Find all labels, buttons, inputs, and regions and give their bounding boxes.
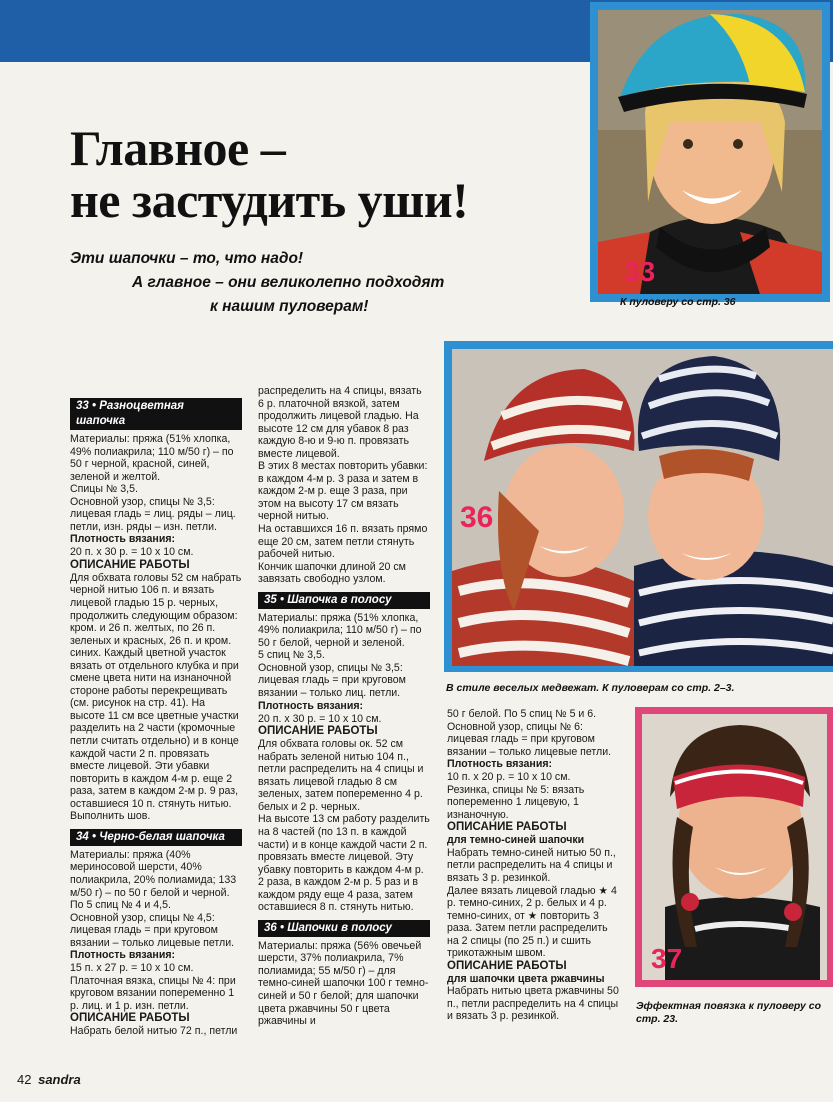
- s34-gauge: 15 п. х 27 р. = 10 х 10 см.: [70, 962, 194, 975]
- caption-photo-33: К пуловеру со стр. 36: [620, 296, 736, 308]
- text-column-1: [70, 398, 242, 1038]
- s33-needles: Спицы № 3,5.: [70, 483, 138, 496]
- s35-pattern: Основной узор, спицы № 3,5: лицевая гладь = при круговом вязании – только лиц. петли.: [258, 661, 406, 700]
- photo-37-girl-headband: [635, 707, 833, 987]
- s35-gauge: 20 п. х 30 р. = 10 х 10 см.: [258, 712, 382, 725]
- title-line-2: не застудить уши!: [70, 172, 469, 228]
- s36-gauge-label: Плотность вязания:: [447, 758, 553, 771]
- s36-navy-text-2: Далее вязать лицевой гладью ★ 4 р. темно-синих, 2 р. белых и 4 р. темно-синих, от ★ повторить 3 раза. Затем петли распределить на 2 спицы (по 25 п.) и сшить трикотажным швом.: [447, 884, 617, 960]
- s34-pattern: Основной узор, спицы № 4,5: лицевая гладь = при круговом вязании – только лицевые петли.: [70, 911, 235, 949]
- s36-materials: Материалы: пряжа (56% овечьей шерсти, 37% полиакрила, 7% полиамида; 55 м/50 г) – для темно-синей шапочки 100 г темно-синей и 50 г белой; для шапочки цвета ржавчины 50 г цвета ржавчины и: [258, 939, 429, 1028]
- s36-rust-text: Набрать нитью цвета ржавчины 50 п., петли распределить на 4 спицы и вязать 3 р. резинкой.: [447, 985, 619, 1023]
- photo-number-37: 37: [651, 943, 683, 974]
- s35-work-text-2: На высоте 13 см работу разделить на 8 частей (по 13 п. в каждой части) и в конце каждой части 2 п. провязать вместе лицевой. Эту убавку повторить в каждом 4-м р. 2 раза, в каждом 2-м р. 5 раз и в каждом ряду еще 4 раза, затем оставшиеся 8 п. стянуть нитью.: [258, 813, 430, 914]
- s36-pattern: Основной узор, спицы № 6: лицевая гладь = при круговом вязании – только лицевые петли.: [447, 720, 612, 758]
- photo-number-36: 36: [460, 501, 494, 534]
- subtitle-line-3: к нашим пуловерам!: [210, 298, 369, 315]
- s34-work-text: Набрать белой нитью 72 п., петли: [70, 1025, 238, 1038]
- s35-work-text-1: Для обхвата головы ок. 52 см набрать зеленой нитью 104 п., петли распределить на 4 спицы и вязать лицевой гладью 8 см зеленых, затем попеременно 4 р. белых и 2 р. черных.: [258, 738, 424, 813]
- photo-33-boy-cap: [590, 2, 830, 302]
- s36-needles: 50 г белой. По 5 спиц № 5 и 6.: [447, 708, 597, 720]
- s36-rib: Резинка, спицы № 5: вязать попеременно 1 лицевую, 1 изнаночную.: [447, 783, 585, 821]
- s34-cont-3: На оставшихся 16 п. вязать прямо еще 20 см, затем петли стянуть рабочей нитью.: [258, 523, 428, 561]
- s36-work-heading-navy: ОПИСАНИЕ РАБОТЫ: [447, 821, 567, 834]
- s33-pattern: Основной узор, спицы № 3,5: лицевая гладь = лиц. ряды – лиц. петли, изн. ряды – изн. петли.: [70, 495, 236, 533]
- section-36-heading: 36 • Шапочки в полосу: [258, 920, 430, 937]
- section-34-heading: 34 • Черно-белая шапочка: [70, 829, 242, 846]
- section-35-heading: 35 • Шапочка в полосу: [258, 592, 430, 609]
- s34-needles: По 5 спиц № 4 и 4,5.: [70, 899, 171, 912]
- s36-work-heading-rust: ОПИСАНИЕ РАБОТЫ: [447, 959, 567, 972]
- s36-navy-text-1: Набрать темно-синей нитью 50 п., петли распределить на 4 спицы и вязать 3 р. резинкой.: [447, 846, 616, 885]
- s36-work-subheading-navy: для темно-синей шапочки: [447, 834, 585, 847]
- photo-number-33: 33: [624, 256, 656, 287]
- s34-rib: Платочная вязка, спицы № 4: при круговом вязании попеременно 1 р. лиц. и 1 р. изн. петли.: [70, 974, 236, 1012]
- s36-gauge: 10 п. х 20 р. = 10 х 10 см.: [447, 771, 571, 784]
- title-line-1: Главное –: [70, 120, 286, 176]
- s33-work-text: Для обхвата головы 52 см набрать черной нитью 106 п. и вязать лицевой гладью 15 р. черных, продолжить следующим образом: кром. и 26 п. желтых, по 26 п. зеленых и красных, 26 п. и кром. синих. Каждый цветной участок вязать от отдельного клубка и при смене цвета нити на изнаночной стороне работы перекрещивать (см. рисунок на стр. 41). На высоте 11 см все цветные участки разделить на 2 части (кромочные петли считать отдельно) и в конце каждой части 2 п. провязать вместе лицевой. Эти убавки повторить в каждом 4-м р. еще 2 раза, затем в каждом 2-м р. 9 раз, оставшиеся 10 п. стянуть нитью. Выполнить шов.: [70, 571, 242, 823]
- s34-cont-1: распределить на 4 спицы, вязать 6 р. платочной вязкой, затем продолжить лицевой гладью. На высоте 12 см для убавок 8 раз каждую 8-ю и 9-ю п. провязать вместе лицевой.: [258, 385, 422, 460]
- photo-36-two-kids: [444, 341, 833, 672]
- page-footer: [17, 1072, 81, 1087]
- s35-work-heading: ОПИСАНИЕ РАБОТЫ: [258, 725, 378, 738]
- s34-work-heading: ОПИСАНИЕ РАБОТЫ: [70, 1012, 190, 1025]
- s35-gauge-label: Плотность вязания:: [258, 699, 364, 712]
- magazine-brand: sandra: [38, 1072, 81, 1087]
- s34-cont-2: В этих 8 местах повторить убавки: в каждом 4-м р. 3 раза и затем в каждом 2-м р. еще 3 раза, при этом на высоту 17 см вязать черной нитью.: [258, 460, 428, 523]
- s33-gauge-label: Плотность вязания:: [70, 533, 176, 546]
- caption-photo-36: В стиле веселых медвежат. К пуловерам со стр. 2–3.: [446, 682, 735, 694]
- s33-gauge: 20 п. х 30 р. = 10 х 10 см.: [70, 546, 194, 559]
- page-title: [70, 122, 610, 226]
- subtitle-line-1: Эти шапочки – то, что надо!: [70, 250, 304, 267]
- caption-photo-37: Эффектная повязка к пуловеру со стр. 23.: [636, 1000, 822, 1025]
- s33-work-heading: ОПИСАНИЕ РАБОТЫ: [70, 558, 190, 571]
- text-column-2: [258, 385, 430, 1028]
- s35-materials: Материалы: пряжа (51% хлопка, 49% полиакрила; 110 м/50 г) – по 50 г белой, черной и зеленой.: [258, 611, 422, 649]
- page-number: 42: [17, 1072, 32, 1087]
- s34-cont-4: Кончик шапочки длиной 20 см завязать свободно узлом.: [258, 560, 406, 586]
- section-33-heading: 33 • Разноцветная шапочка: [70, 398, 242, 430]
- text-column-3: [447, 708, 619, 1023]
- s36-work-subheading-rust: для шапочки цвета ржавчины: [447, 972, 605, 985]
- s34-gauge-label: Плотность вязания:: [70, 949, 176, 962]
- page-subtitle: [70, 247, 500, 319]
- subtitle-line-2: А главное – они великолепно подходят: [132, 274, 445, 291]
- s34-materials: Материалы: пряжа (40% мериносовой шерсти, 40% полиакрила, 20% полиамида; 133 м/50 г) – по 50 г белой и черной.: [70, 848, 237, 899]
- s33-materials: Материалы: пряжа (51% хлопка, 49% полиакрила; 110 м/50 г) – по 50 г черной, красной, синей, зеленой и желтой.: [70, 433, 234, 483]
- s35-needles: 5 спиц № 3,5.: [258, 649, 325, 662]
